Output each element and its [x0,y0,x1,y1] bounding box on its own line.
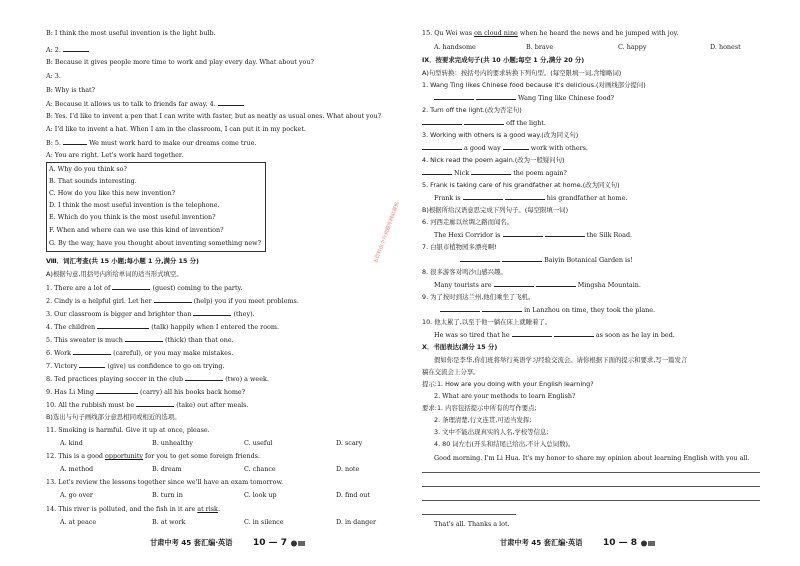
answer-line: Many tourists are Mingsha Mountain. [434,281,641,289]
part-intro: A)句型转换：按括号内的要求转换下列句型。(每空限填一词,含缩略词) [422,69,622,77]
option-line: B. That sounds interesting. [49,177,137,185]
question-item: 6. 河西走廊以丝绸之路而闻名。 [422,218,514,226]
answer-line: He was so tired that he as soon as he lay in bed. [434,331,675,339]
writing-requirement: 4. 80 词左右(开头和结尾已给出,不计入总词数)。 [434,440,575,448]
question-item: 1. There are a lot of (guest) coming to the party. [46,284,243,292]
question-item: 11. Smoking is harmful. Give it up at once, please. [46,426,210,434]
publisher-logo-icon [640,539,656,548]
publisher-logo-icon [290,539,306,548]
question-item: 2. Turn off the light.(改为否定句) [422,106,522,114]
dialog-line: A: 3. [46,72,61,80]
dialog-line: B: Because it gives people more time to work and play every day. What about you? [46,58,314,66]
writing-line [422,472,760,473]
question-item: 8. Ted practices playing soccer in the club (two) a week. [46,375,269,383]
option-line: F. When and where can we use this kind of invention? [49,226,224,234]
dialog-line: B: I think the most useful invention is the light bulb. [46,29,216,37]
question-item: 4. The children (talk) happily when I entered the room. [46,323,279,331]
question-item: 1. Wang Ting likes Chinese food because it's delicious.(对画线部分提问) [422,81,646,89]
question-item: 8. 很多游客对鸣沙山感兴趣。 [422,268,507,276]
answer-line: Baiyin Botanical Garden is! [460,255,633,264]
answer-line: off the light. [422,118,546,127]
question-item: 7. 白银市植物园多漂亮啊! [422,243,497,251]
dialog-line: A: 2. [46,45,89,54]
question-item: 14. This river is polluted, and the fish in it are at risk. [46,505,220,513]
answer-line: in Lanzhou on time, they took the plane. [440,305,655,314]
page-footer: 甘肃中考 45 套汇编·英语 10 — 7 [150,538,306,548]
dialog-line: B: Why is that? [46,86,96,94]
writing-line [422,514,516,515]
question-item: 10. 他太累了,以至于他一躺在床上就睡着了。 [422,318,552,326]
option-line: E. Which do you think is the most useful invention? [49,213,216,221]
question-item: 13. Let's review the lessons together since we'll have an exam tomorrow. [46,478,284,486]
option-line: A. Why do you think so? [49,165,127,173]
dialog-line: A: Because it allows us to talk to friends far away. 4. [46,99,244,108]
writing-requirement: 3. 文中不能出现真实的人名,学校等信息; [434,428,549,436]
dialog-line: A: You are right. Let's work hard together. [46,151,184,159]
question-options: A. at peace B. at work C. in silence D. in danger [60,518,377,526]
writing-requirement: 2. 条理清楚,行文连贯,可适当发挥; [434,416,532,424]
question-item: 5. Frank is taking care of his grandfather at home.(改为同义句) [422,181,620,189]
writing-closing: That's all. Thanks a lot. [434,520,510,528]
question-options: A. kind B. unhealthy C. useful D. scary [60,439,363,447]
question-item: 9. Has Li Ming (carry) all his books back home? [46,388,246,396]
question-item: 7. Victory (give) us confidence to go on trying. [46,362,225,370]
answer-line: Wang Ting like Chinese food? [434,93,614,102]
question-item: 3. Working with others is a good way.(改为同义句) [422,131,579,139]
answer-line: Frank is his grandfather at home. [434,194,628,202]
question-item: 15. Qu Wei was on cloud nine when he heard the news and he jumped with joy. [422,29,679,37]
section-title: Ⅹ．书面表达(满分 15 分) [422,343,498,351]
question-options: A. handsome B. brave C. happy D. honest [434,43,741,51]
question-item: 12. This is a good opportunity for you to get some foreign friends. [46,452,260,460]
part-intro: B)根据所给汉语意思完成下列句子。(每空限填一词) [422,206,569,214]
dialog-line: B: Yes. I'd like to invent a pen that I can write with faster, but as neatly as usual ones. What about you? [46,112,382,120]
question-item: 2. Cindy is a helpful girl. Let her (help) you if you meet problems. [46,297,299,305]
dialog-line: A: I'd like to invent a hat. When I am in the classroom, I can put it in my pocket. [46,125,306,133]
writing-intro: 稿在交流会上分享。 [422,368,480,376]
option-line: G. By the way, have you thought about inventing something new? [49,239,261,247]
writing-requirement-label: 要求:1. 内容包括提示中所有的写作要点; [422,404,537,412]
question-item: 4. Nick read the poem again.(改为一般疑问句) [422,156,565,164]
writing-hint: 2. What are your methods to learn English? [434,392,576,400]
option-line: C. How do you like this new invention? [49,189,176,197]
question-item: 5. This sweater is much (thick) than that one. [46,336,234,344]
answer-line: The Hexi Corridor is the Silk Road. [434,231,633,239]
question-options: A. go over B. turn in C. look up D. find out [60,491,370,499]
question-item: 9. 为了按时到达兰州,他们乘坐了飞机。 [422,293,535,301]
question-item: 3. Our classroom is bigger and brighter than (they). [46,310,255,318]
question-item: 6. Work (careful), or you may make mistakes. [46,349,234,357]
writing-line [422,500,760,501]
writing-intro: 假如你是李华,你们班将举行英语学习经验交流会。请你根据下面的提示和要求,写一篇发言 [434,356,688,364]
answer-line: a good way work with others. [422,143,588,152]
option-line: D. I think the most useful invention is the telephone. [49,201,220,209]
writing-hint: 提示:1. How are you doing with your English learning? [422,380,594,388]
section-title: Ⅸ．按要求完成句子(共 10 小题;每空 1 分,满分 20 分) [422,56,585,64]
question-item: 10. All the rubbish must be (take) out after meals. [46,401,249,409]
dialog-line: B: 5. We must work hard to make our dreams come true. [46,139,257,147]
page-footer: 甘肃中考 45 套汇编·英语 10 — 8 [500,538,656,548]
watermark-stamp: 本资料由小升初题库网站提供 [372,201,401,265]
writing-opening: Good morning. I'm Li Hua. It's my honor to share my opinion about learning English with you all. [434,454,750,462]
part-intro: A)根据句意,用括号内所给单词的适当形式填空。 [46,270,183,278]
writing-line [422,486,760,487]
answer-line: Nick the poem again? [422,168,567,177]
section-title: Ⅷ．词汇考查(共 15 小题;每小题 1 分,满分 15 分) [46,257,199,265]
question-options: A. method B. dream C. chance D. note [60,465,360,473]
part-intro: B)选出与句子画线部分意思相同或相近的选项。 [46,413,181,421]
